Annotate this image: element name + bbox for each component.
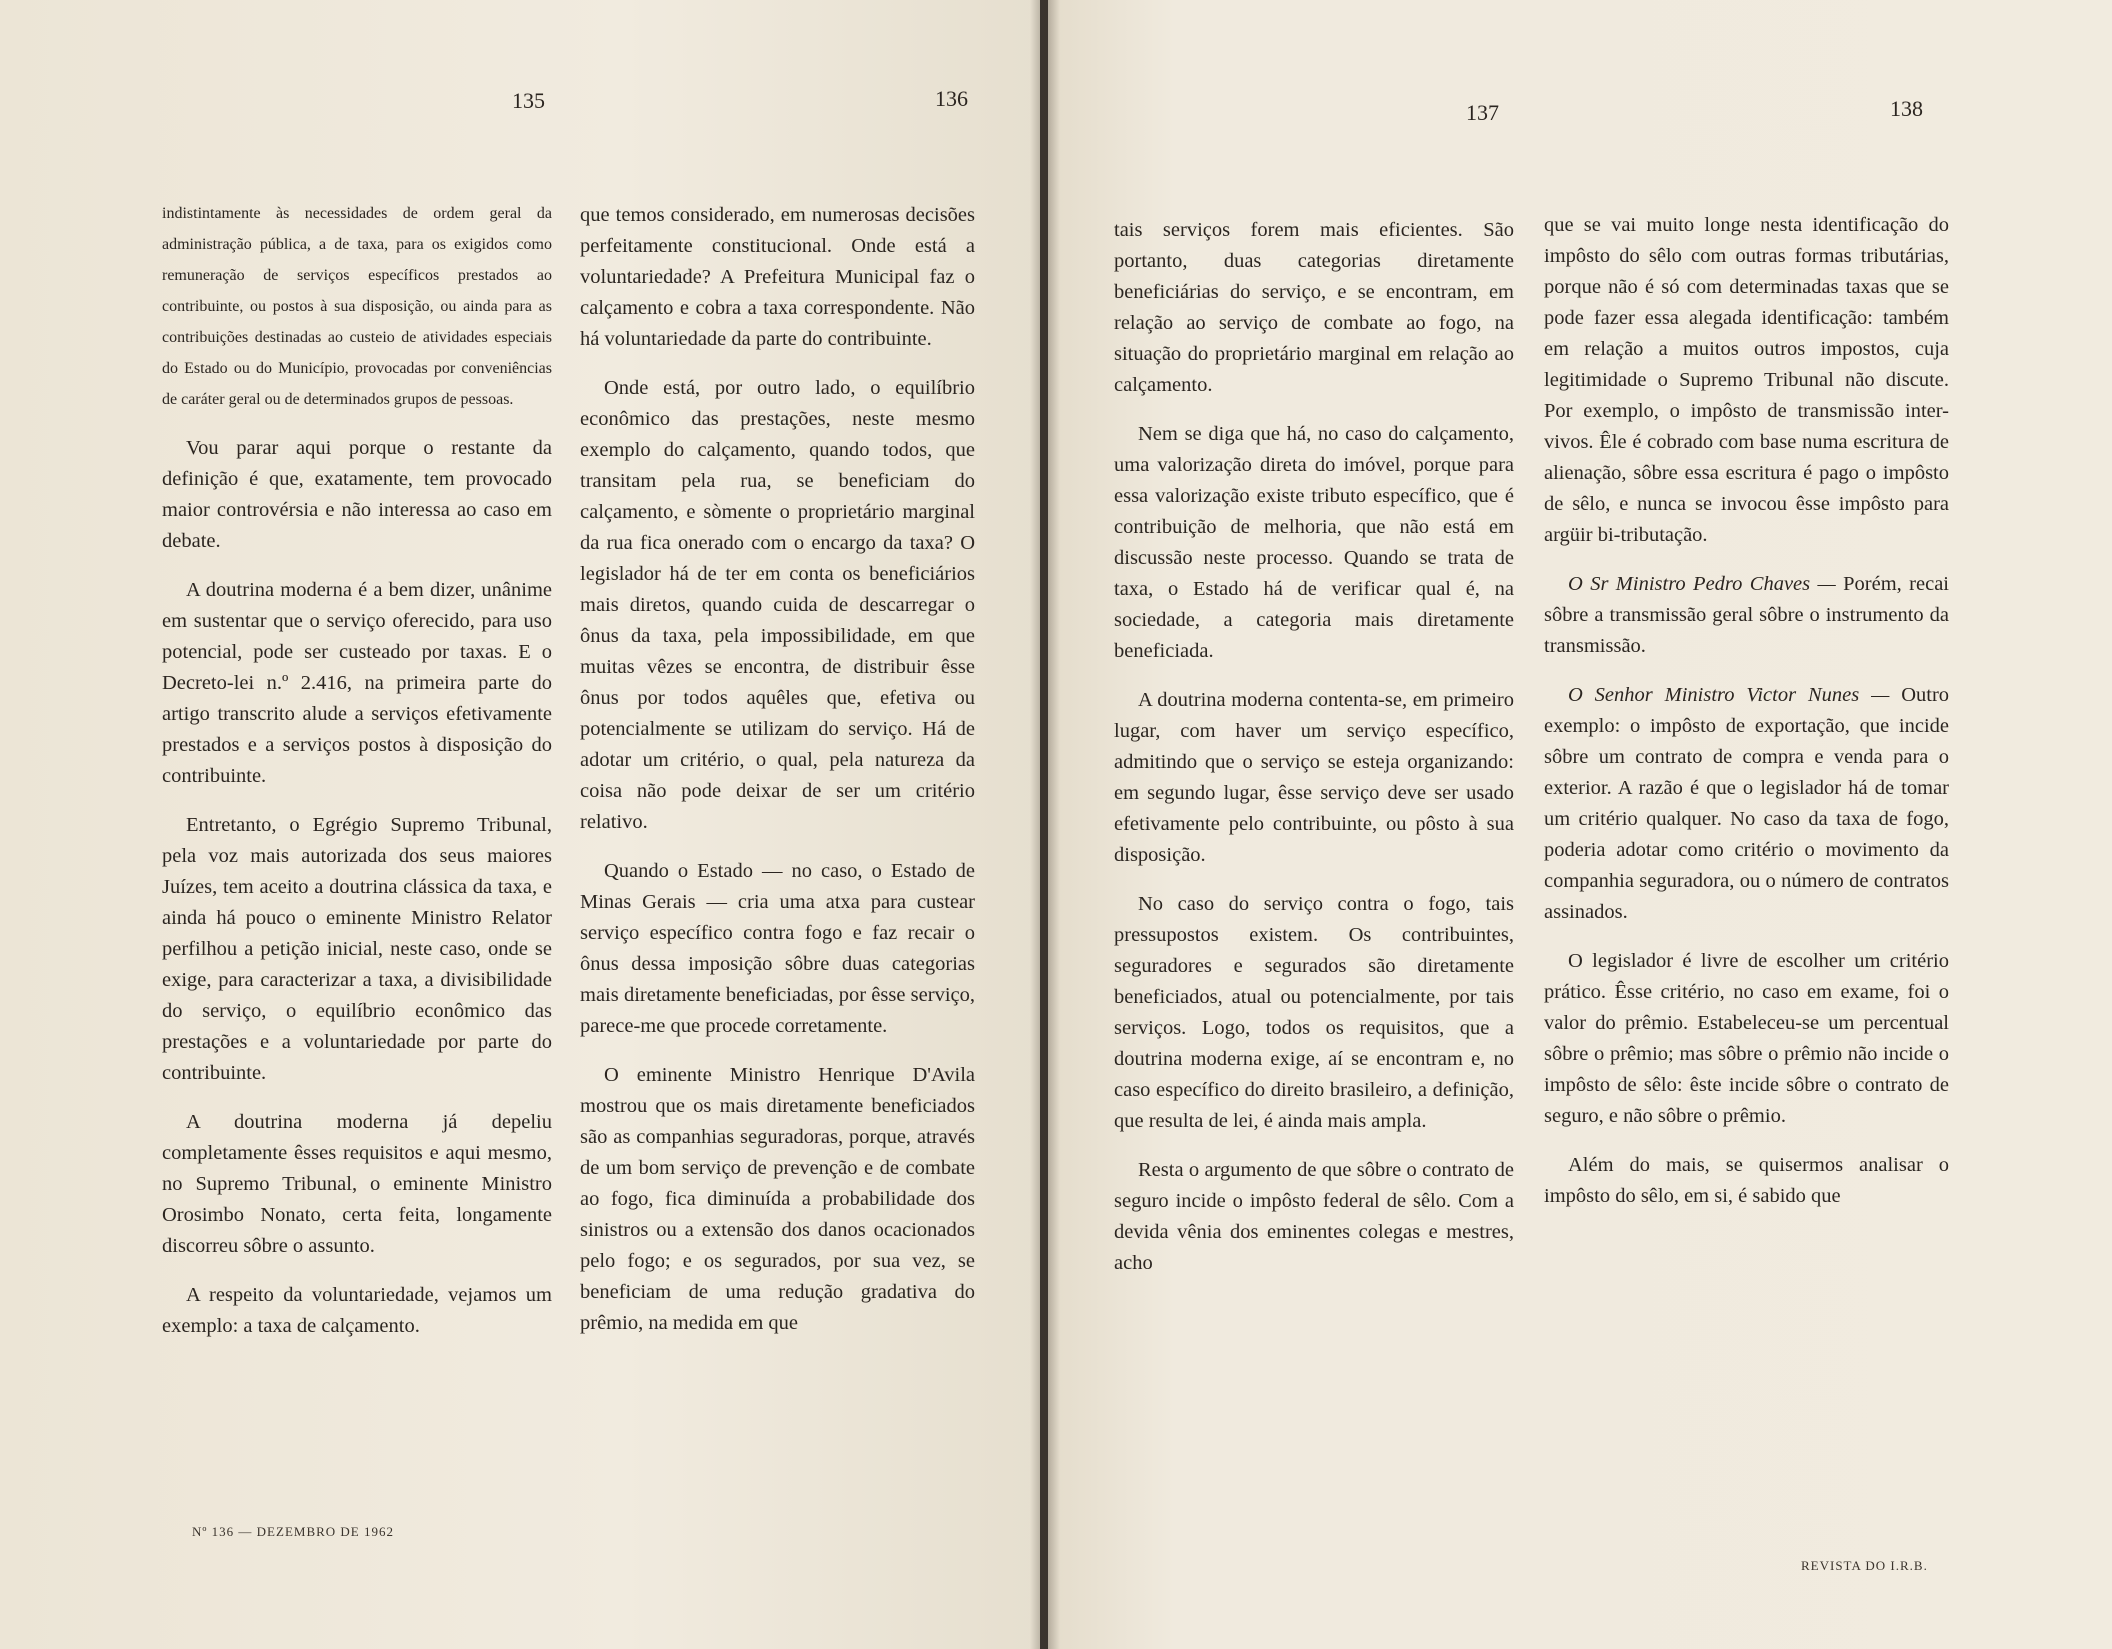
page-footer-journal: REVISTA DO I.R.B. [1801,1558,1928,1573]
paragraph: tais serviços forem mais eficientes. São portanto, duas categorias diretamente beneficiárias do serviço, e se encontram, em relação ao serviço de combate ao fogo, na situação do proprietário marginal em relação ao calçamento. [1114,219,1514,396]
speaker-paragraph [1544,569,1949,662]
column-page-135 [162,198,552,1360]
paragraph: A doutrina moderna é a bem dizer, unânime em sustentar que o serviço oferecido, para uso potencial, pode ser custeado por taxas. E o Decreto-lei n.º 2.416, na primeira parte do artigo transcrito alude a serviços efetivamente prestados e a serviços postos à disposição do contribuinte. [162,579,552,787]
column-page-137 [1114,215,1514,1297]
paragraph: A doutrina moderna contenta-se, em primeiro lugar, com haver um serviço específico, admitindo que o serviço se esteja organizando: em segundo lugar, êsse serviço deve ser usado efetivamente pelo contribuinte, ou pôsto à sua disposição. [1114,689,1514,866]
speaker-text: Porém, recai sôbre a transmissão geral sôbre o instrumento da transmissão. [1544,573,1949,657]
left-page [0,0,1040,1649]
paragraph: que temos considerado, em numerosas decisões perfeitamente constitucional. Onde está a voluntariedade? A Prefeitura Municipal faz o calçamento e cobra a taxa correspondente. Não há voluntariedade da parte do contribuinte. [580,204,975,350]
paragraph: Entretanto, o Egrégio Supremo Tribunal, pela voz mais autorizada dos seus maiores Juízes, tem aceito a doutrina clássica da taxa, e ainda há pouco o eminente Ministro Relator perfilhou a petição inicial, neste caso, onde se exige, para caracterizar a taxa, a divisibilidade do serviço, o equilíbrio econômico das prestações e a voluntariedade por parte do contribuinte. [162,814,552,1084]
paragraph: Quando o Estado — no caso, o Estado de Minas Gerais — cria uma atxa para custear serviço específico contra fogo e faz recair o ônus dessa imposição sôbre duas categorias mais diretamente beneficiadas, por êsse serviço, parece-me que procede corretamente. [580,860,975,1037]
page-number-135: 135 [512,88,545,113]
column-page-138 [1544,210,1949,1230]
paragraph: Onde está, por outro lado, o equilíbrio econômico das prestações, neste mesmo exemplo do calçamento, quando todos, que transitam pela rua, se beneficiam do calçamento, e sòmente o proprietário marginal da rua fica onerado com o encargo da taxa? O legislador há de ter em conta os beneficiários mais diretos, quando cuida de descarregar o ônus da taxa, pela impossibilidade, em que muitas vêzes se encontra, de distribuir êsse ônus por todos aquêles que, efetiva ou potencialmente se utilizam do serviço. Há de adotar um critério, o qual, pela natureza da coisa não pode deixar de ser um critério relativo. [580,377,975,833]
paragraph: O eminente Ministro Henrique D'Avila mostrou que os mais diretamente beneficiados são as companhias seguradoras, porque, através de um bom serviço de prevenção e de combate ao fogo, fica diminuída a probabilidade dos sinistros ou a extensão dos danos ocacionados pelo fogo; e os segurados, por sua vez, se beneficiam de uma redução gradativa do prêmio, na medida em que [580,1064,975,1334]
paragraph: No caso do serviço contra o fogo, tais pressupostos existem. Os contribuintes, seguradores e segurados são diretamente beneficiados, atual ou potencialmente, por tais serviços. Logo, todos os requisitos, que a doutrina moderna exige, aí se encontram e, no caso específico do direito brasileiro, a definição, que resulta de lei, é ainda mais ampla. [1114,893,1514,1132]
speaker-text: Outro exemplo: o impôsto de exportação, que incide sôbre um contrato de compra e venda para o exterior. A razão é que o legislador há de tomar um critério qualquer. No caso da taxa de fogo, poderia adotar como critério o movimento da companhia seguradora, ou o número de contratos assinados. [1544,684,1950,923]
page-footer-issue: Nº 136 — DEZEMBRO DE 1962 [192,1524,394,1539]
speaker-name: O Senhor Ministro Victor Nunes — [1568,684,1890,706]
paragraph: que se vai muito longe nesta identificação do impôsto do sêlo com outras formas tributárias, porque não é só com determinadas taxas que se pode fazer essa alegada identificação: também em relação a muitos outros impostos, cuja legitimidade o Supremo Tribunal não discute. Por exemplo, o impôsto de transmissão inter-vivos. Êle é cobrado com base numa escritura de alienação, sôbre essa escritura é pago o impôsto de sêlo, e nunca se invocou êsse impôsto para argüir bi-tributação. [1544,214,1949,546]
paragraph: A respeito da voluntariedade, vejamos um exemplo: a taxa de calçamento. [162,1284,552,1337]
page-number-137: 137 [1466,100,1499,125]
paragraph: A doutrina moderna já depeliu completamente êsses requisitos e aqui mesmo, no Supremo Tribunal, o eminente Ministro Orosimbo Nonato, certa feita, longamente discorreu sôbre o assunto. [162,1111,552,1257]
intro-paragraph: indistintamente às necessidades de ordem geral da administração pública, a de taxa, para os exigidos como remuneração de serviços específicos prestados ao contribuinte, ou postos à sua disposição, ou ainda para as contribuições destinadas ao custeio de atividades especiais do Estado ou do Município, provocadas por conveniências de caráter geral ou de determinados grupos de pessoas. [162,205,552,408]
page-number-136: 136 [935,86,968,111]
paragraph: Nem se diga que há, no caso do calçamento, uma valorização direta do imóvel, porque para essa valorização existe tributo específico, que é contribuição de melhoria, que não está em discussão neste processo. Quando se trata de taxa, o Estado há de verificar qual é, na sociedade, a categoria mais diretamente beneficiada. [1114,423,1514,662]
speaker-name: O Sr Ministro Pedro Chaves — [1568,573,1836,595]
paragraph: Resta o argumento de que sôbre o contrato de seguro incide o impôsto federal de sêlo. Com a devida vênia dos eminentes colegas e mestres, acho [1114,1159,1514,1274]
paragraph: O legislador é livre de escolher um critério prático. Êsse critério, no caso em exame, foi o valor do prêmio. Estabeleceu-se um percentual sôbre o prêmio; mas sôbre o prêmio não incide o impôsto de sêlo: êste incide sôbre o contrato de seguro, e não sôbre o prêmio. [1544,950,1949,1127]
paragraph: Vou parar aqui porque o restante da definição é que, exatamente, tem provocado maior controvérsia e não interessa ao caso em debate. [162,437,552,552]
right-page [1048,0,2112,1649]
speaker-paragraph [1544,680,1949,928]
book-gutter [1030,0,1060,1649]
page-number-138: 138 [1890,96,1923,121]
column-page-136 [580,200,975,1357]
paragraph: Além do mais, se quisermos analisar o impôsto do sêlo, em si, é sabido que [1544,1154,1949,1207]
